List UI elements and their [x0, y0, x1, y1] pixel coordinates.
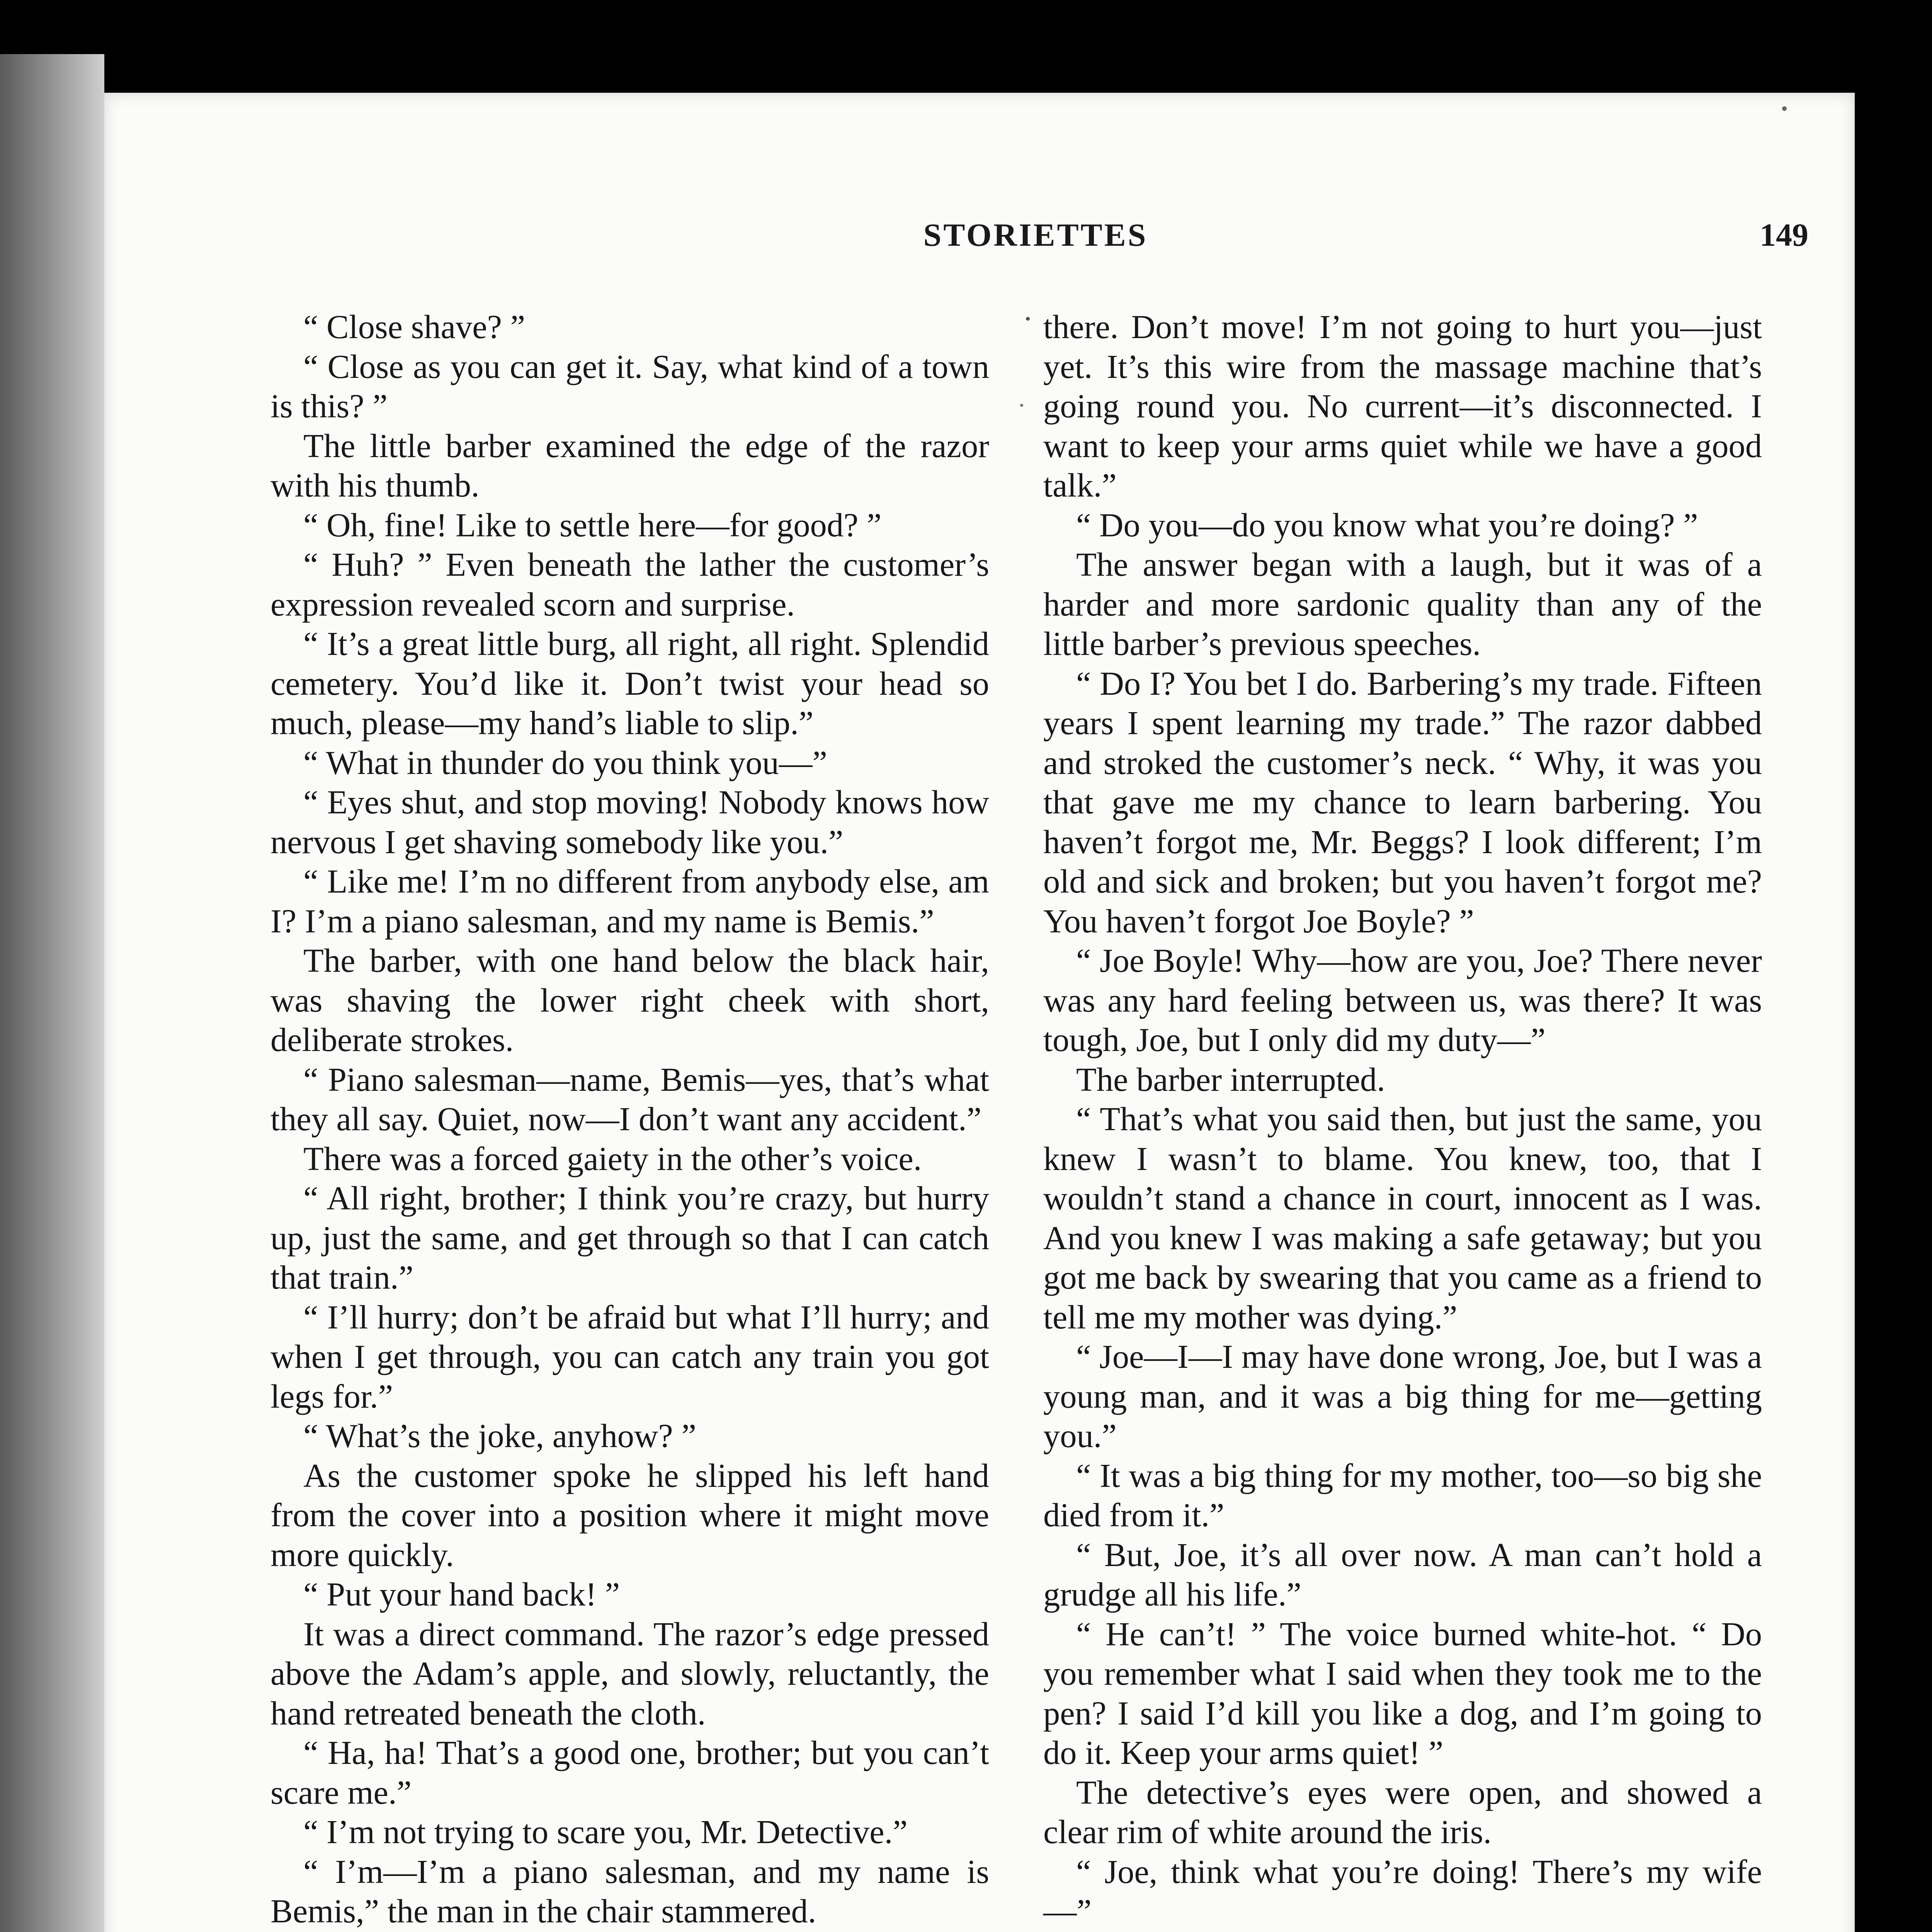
paragraph: “ Huh? ” Even beneath the lather the customer’s expression revealed scorn and surprise.: [270, 546, 989, 623]
paragraph: “ I’m not trying to scare you, Mr. Detective.”: [303, 1813, 908, 1850]
paragraph: The barber interrupted.: [1076, 1061, 1385, 1098]
paragraph: “ Ha, ha! That’s a good one, brother; but you can’t scare me.”: [270, 1734, 989, 1811]
paragraph: “ That’s what you said then, but just the same, you knew I wasn’t to blame. You knew, too, that I wouldn’t stand a chance in court, innocent as I was. And you knew I was making a safe getaway; but you got me back by swearing that you came as a friend to tell me my mother was dying.”: [1043, 1100, 1762, 1336]
paragraph: It was a direct command. The razor’s edge pressed above the Adam’s apple, and slowly, reluctantly, the hand retreated beneath the cloth.: [270, 1615, 989, 1732]
paragraph: “ Joe—I—I may have done wrong, Joe, but I was a young man, and it was a big thing for me—getting you.”: [1043, 1338, 1762, 1454]
print-speck: [1020, 404, 1023, 407]
print-speck: [1026, 317, 1030, 321]
paragraph: “ It’s a great little burg, all right, all right. Splendid cemetery. You’d like it. Don’t twist your head so much, please—my hand’s liable to slip.”: [270, 625, 989, 742]
paragraph: “ What in thunder do you think you—”: [303, 744, 827, 781]
paragraph: “ Oh, fine! Like to settle here—for good? ”: [303, 506, 882, 544]
paragraph: “ But, Joe, it’s all over now. A man can’t hold a grudge all his life.”: [1043, 1536, 1762, 1613]
paragraph: As the customer spoke he slipped his left hand from the cover into a position where it might move more quickly.: [270, 1457, 989, 1573]
paragraph: “ Close shave? ”: [303, 308, 526, 345]
binding-shadow: [0, 54, 104, 1932]
paragraph: “ Piano salesman—name, Bemis—yes, that’s what they all say. Quiet, now—I don’t want any accident.”: [270, 1061, 989, 1138]
right-text-column: [1043, 307, 1762, 1932]
paragraph: “ Do I? You bet I do. Barbering’s my trade. Fifteen years I spent learning my trade.” The razor dabbed and stroked the customer’s neck. “ Why, it was you that gave me my chance to learn barbering. You haven’t forgot me, Mr. Beggs? I look different; I’m old and sick and broken; but you haven’t forgot me? You haven’t forgot Joe Boyle? ”: [1043, 665, 1762, 940]
paragraph: “ He can’t! ” The voice burned white-hot. “ Do you remember what I said when they took me to the pen? I said I’d kill you like a dog, and I’m going to do it. Keep your arms quiet! ”: [1043, 1615, 1762, 1771]
paragraph: “ Eyes shut, and stop moving! Nobody knows how nervous I get shaving somebody like you.”: [270, 784, 989, 861]
paragraph: There was a forced gaiety in the other’s voice.: [303, 1140, 922, 1177]
paragraph: “ Joe Boyle! Why—how are you, Joe? There never was any hard feeling between us, was there? It was tough, Joe, but I only did my duty—”: [1043, 942, 1762, 1058]
page-number: 149: [1760, 217, 1808, 253]
paragraph: The little barber examined the edge of the razor with his thumb.: [270, 427, 989, 504]
paragraph: The barber, with one hand below the black hair, was shaving the lower right cheek with short, deliberate strokes.: [270, 942, 989, 1058]
paragraph: “ Joe, think what you’re doing! There’s my wife—”: [1043, 1853, 1762, 1930]
paragraph: “ Close as you can get it. Say, what kind of a town is this? ”: [270, 348, 989, 425]
paragraph: The detective’s eyes were open, and showed a clear rim of white around the iris.: [1043, 1774, 1762, 1850]
paragraph: “ Put your hand back! ”: [303, 1576, 620, 1613]
paragraph: “ I’ll hurry; don’t be afraid but what I’ll hurry; and when I get through, you can catch any train you got legs for.”: [270, 1298, 989, 1415]
running-title: STORIETTES: [923, 217, 1148, 253]
paragraph: The answer began with a laugh, but it was of a harder and more sardonic quality than any of the little barber’s previous speeches.: [1043, 546, 1762, 662]
paragraph: “ I’m—I’m a piano salesman, and my name is Bemis,” the man in the chair stammered.: [270, 1853, 989, 1930]
paragraph: “ Like me! I’m no different from anybody else, am I? I’m a piano salesman, and my name is Bemis.”: [270, 863, 989, 940]
paragraph: “ All right, brother; I think you’re crazy, but hurry up, just the same, and get through so that I can catch that train.”: [270, 1180, 989, 1296]
paragraph: “ What’s the joke, anyhow? ”: [303, 1417, 696, 1454]
paragraph-continued: there. Don’t move! I’m not going to hurt you—just yet. It’s this wire from the massage machine that’s going round you. No current—it’s disconnected. I want to keep your arms quiet while we have a good talk.”: [1043, 308, 1762, 504]
paragraph: “ Do you—do you know what you’re doing? ”: [1076, 506, 1698, 544]
left-text-column: [270, 307, 989, 1932]
paragraph: “ It was a big thing for my mother, too—so big she died from it.”: [1043, 1457, 1762, 1534]
print-speck: [1782, 106, 1787, 111]
